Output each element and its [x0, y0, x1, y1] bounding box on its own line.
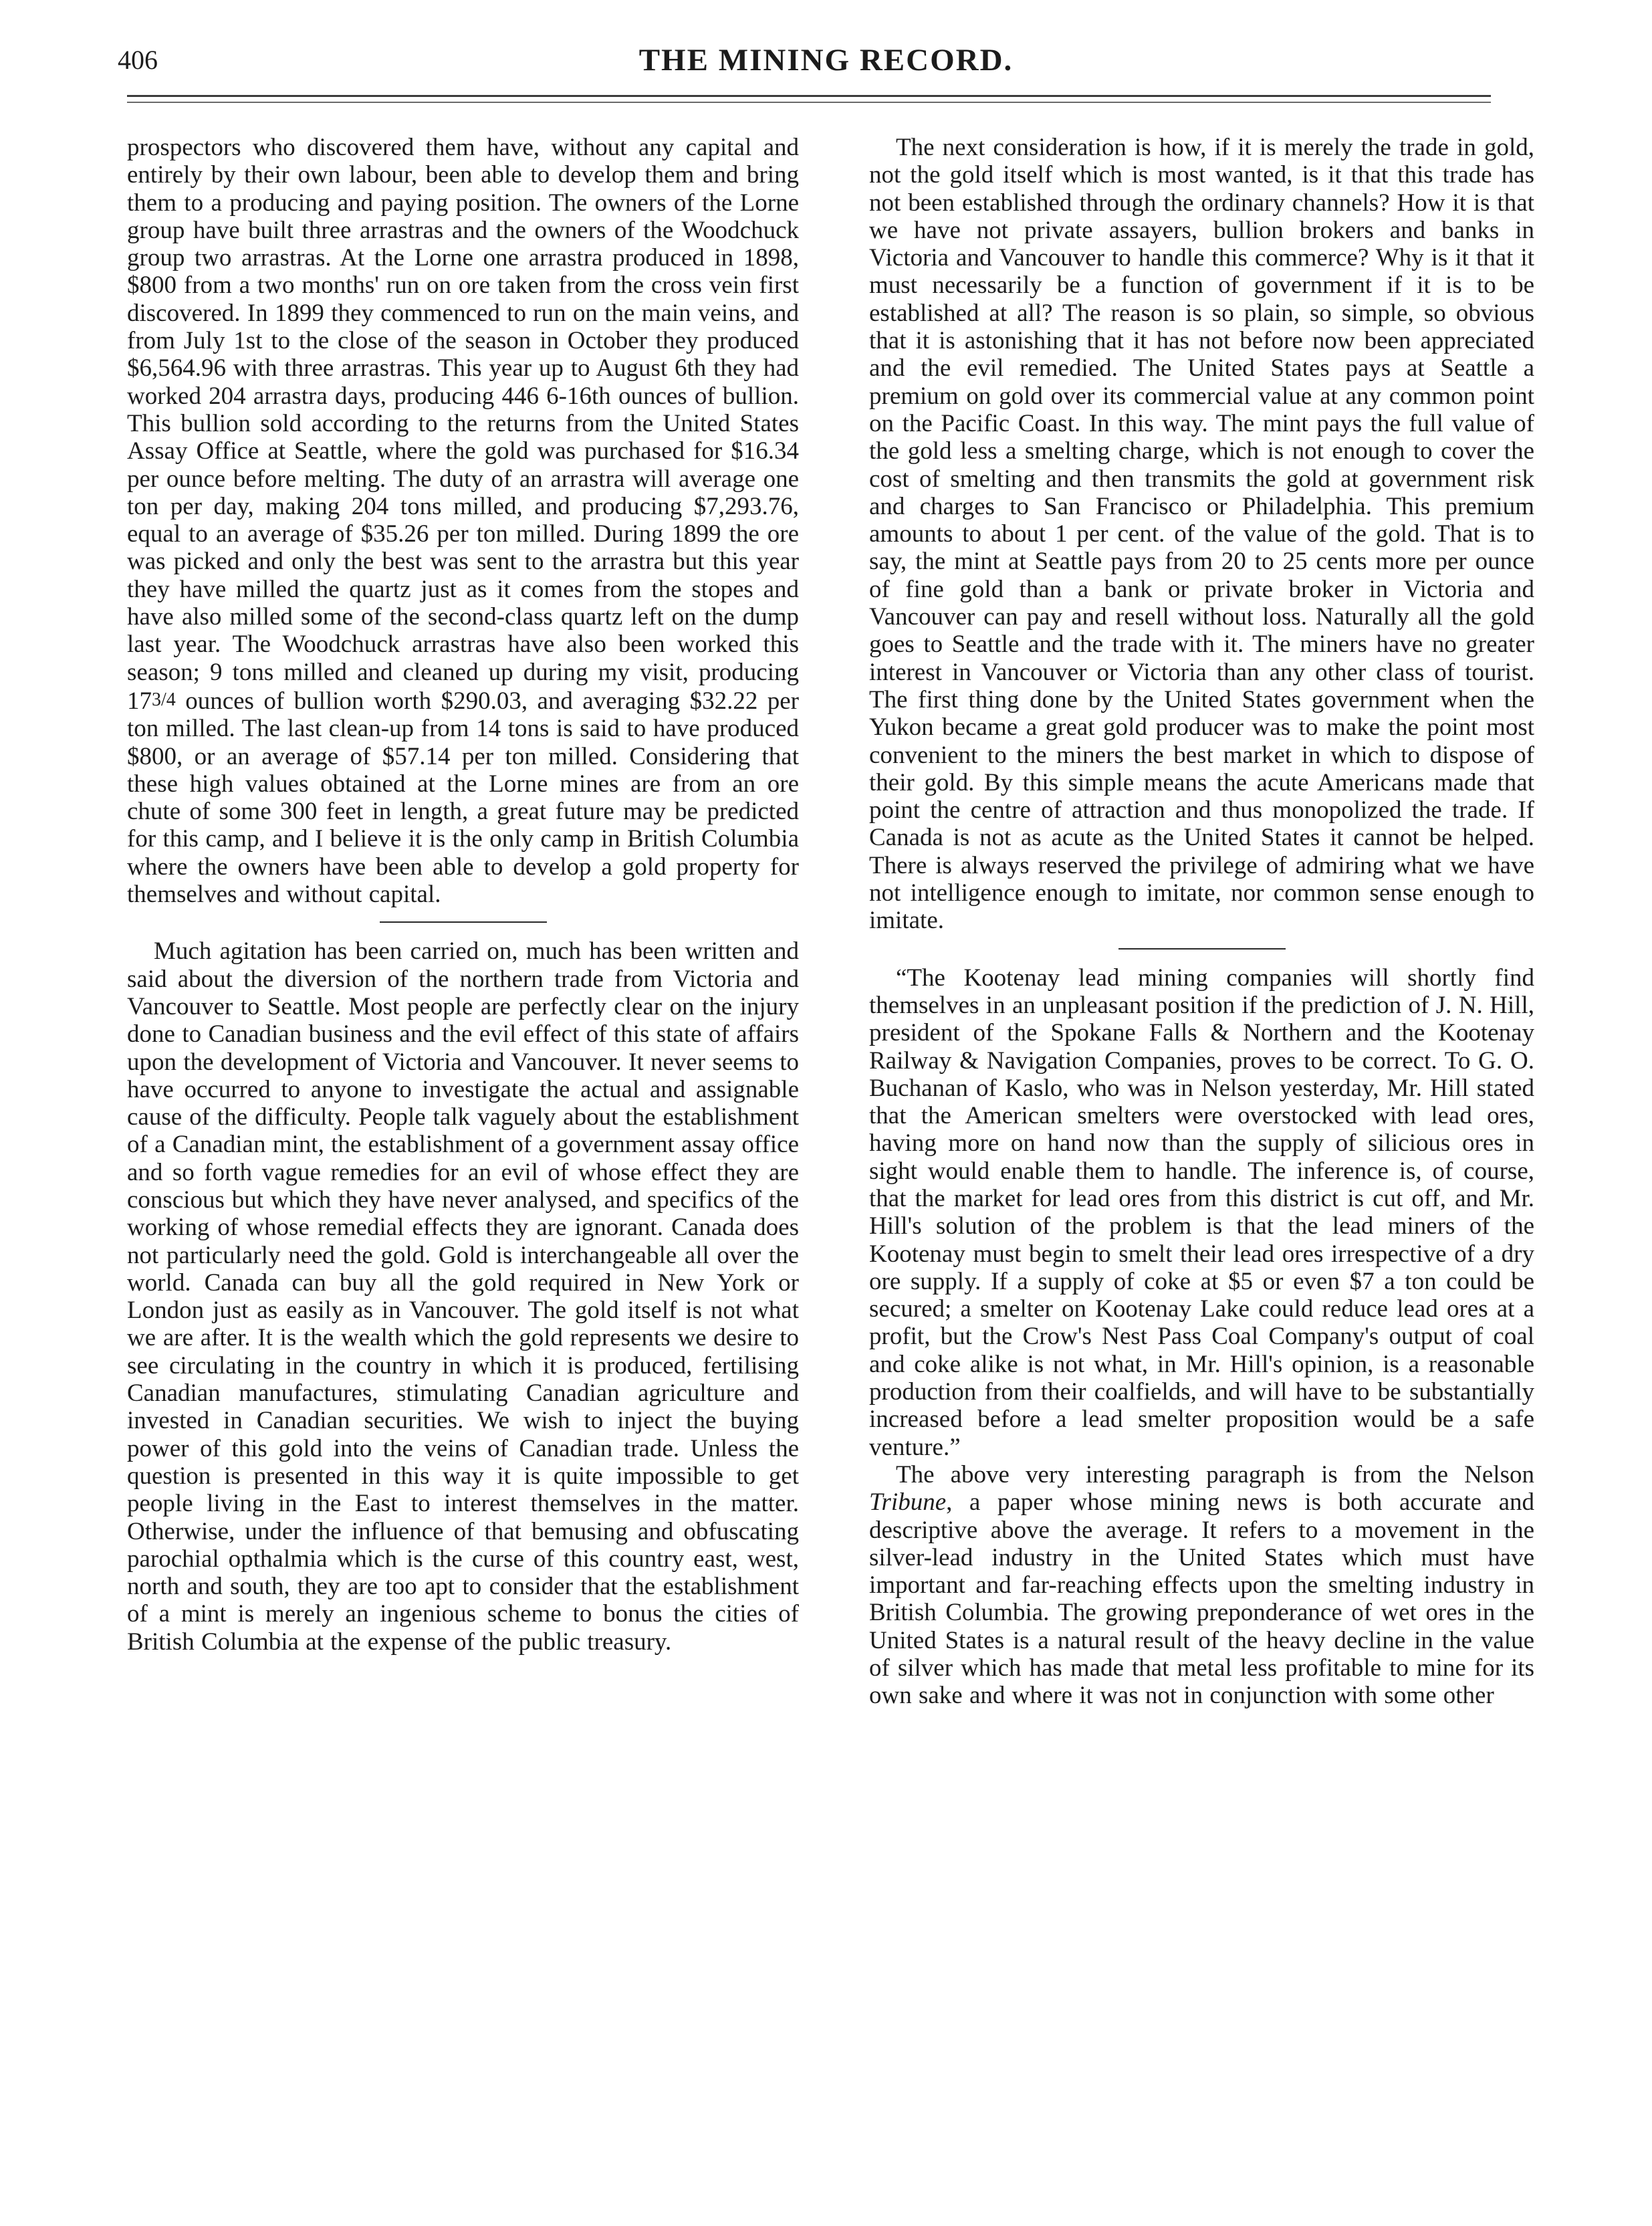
page-number: 406: [118, 45, 158, 75]
section-separator: [1118, 948, 1286, 950]
fraction-three-quarters: 3/4: [152, 689, 176, 710]
right-column: [869, 134, 1534, 2126]
right-paragraph-kootenay-quote: “The Kootenay lead mining companies will shortly find themselves in an unpleasant position if the prediction of J. N. Hill, president of the Spokane Falls & Northern and the Kootenay Railway & Navigation Companies, proves to be correct. To G. O. Buchanan of Kaslo, who was in Nelson yesterday, Mr. Hill stated that the American smelters were overstocked with lead ores, having more on hand now than the supply of silicious ores in sight would enable them to handle. The inference is, of course, that the market for lead ores from this district is cut off, and Mr. Hill's solution of the problem is that the lead miners of the Kootenay must begin to smelt their lead ores irrespective of a dry ore supply. If a supply of coke at $5 or even $7 a ton could be secured; a smelter on Kootenay Lake could reduce lead ores at a profit, but the Crow's Nest Pass Coal Company's output of coal and coke alike is not what, in Mr. Hill's opinion, is a reasonable production from their coalfields, and will have to be substantially increased before a lead smelter proposition would be a safe venture.”: [869, 964, 1534, 1461]
left-paragraph-arrastras: [127, 134, 799, 908]
nelson-tribune-text-start: The above very interesting paragraph is from the Nelson: [896, 1460, 1534, 1488]
nelson-tribune-text-rest: , a paper whose mining news is both accurate and descriptive above the average. It refers to a movement in the silver-lead industry in the United States which must have important and far-reaching effects upon the smelting industry in British Columbia. The growing preponderance of wet ores in the United States is a natural result of the heavy decline in the value of silver which has made that metal less profitable to mine for its own sake and where it was not in conjunction with some other: [869, 1488, 1534, 1710]
newspaper-name: Tribune: [869, 1488, 947, 1517]
left-paragraph-arrastras-text: prospectors who discovered them have, without any capital and entirely by their own labour, been able to develop them and bring them to a producing and paying position. The owners of the Lorne group have built three arrastras and the owners of the Woodchuck group two arrastras. At the Lorne one arrastra produced in 1898, $800 from a two months' run on ore taken from the cross vein first discovered. In 1899 they commenced to run on the main veins, and from July 1st to the close of the season in October they produced $6,564.96 with three arrastras. This year up to August 6th they had worked 204 arrastra days, producing 446 6-16th ounces of bullion. This bullion sold according to the returns from the United States Assay Office at Seattle, where the gold was purchased for $16.34 per ounce before melting. The duty of an arrastra will average one ton per day, making 204 tons milled, and producing $7,293.76, equal to an average of $35.26 per ton milled. During 1899 the ore was picked and only the best was sent to the arrastra but this year they have milled the quartz just as it comes from the stopes and have also milled some of the second-class quartz left on the dump last year. The Woodchuck arrastras have also been worked this season; 9 tons milled and cleaned up during my visit, producing 17: [127, 134, 799, 715]
header-rule: [127, 95, 1491, 97]
page-header: [0, 0, 1652, 107]
left-column: [127, 134, 799, 2126]
right-paragraph-gold-trade: The next consideration is how, if it is merely the trade in gold, not the gold itself which is most wanted, is it that this trade has not been established through the ordinary channels? How it is that we have not private assayers, bullion brokers and banks in Victoria and Vancouver to handle this commerce? Why is it that it must necessarily be a function of government if it is to be established at all? The reason is so plain, so simple, so obvious that it is astonishing that it has not before now been appreciated and the evil remedied. The United States pays at Seattle a premium on gold over its commercial value at any common point on the Pacific Coast. In this way. The mint pays the full value of the gold less a smelting charge, which is not enough to cover the cost of smelting and then transmits the gold at government risk and charges to San Francisco or Philadelphia. This premium amounts to about 1 per cent. of the value of the gold. That is to say, the mint at Seattle pays from 20 to 25 cents more per ounce of fine gold than a bank or private broker in Victoria and Vancouver can pay and resell without loss. Naturally all the gold goes to Seattle and the trade with it. The miners have no greater interest in Vancouver or Victoria than any other class of tourist. The first thing done by the United States government when the Yukon became a great gold producer was to make the point most convenient to the miners the best market in which to dispose of their gold. By this simple means the acute Americans made that point the centre of attraction and thus monopolized the trade. If Canada is not as acute as the United States it cannot be helped. There is always reserved the privilege of admiring what we have not intelligence enough to imitate, nor common sense enough to imitate.: [869, 134, 1534, 935]
header-rule-thin: [127, 102, 1491, 103]
section-separator: [380, 921, 547, 923]
right-paragraph-nelson-tribune: [869, 1461, 1534, 1710]
left-paragraph-northern-trade: Much agitation has been carried on, much has been written and said about the diversion of the northern trade from Victoria and Vancouver to Seattle. Most people are perfectly clear on the injury done to Canadian business and the evil effect of this state of affairs upon the development of Victoria and Vancouver. It never seems to have occurred to anyone to investigate the actual and assignable cause of the difficulty. People talk vaguely about the establishment of a Canadian mint, the establishment of a government assay office and so forth vague remedies for an evil of whose effect they are conscious but which they have never analysed, and specifics of the working of whose remedial effects they are ignorant. Canada does not particularly need the gold. Gold is interchangeable all over the world. Canada can buy all the gold required in New York or London just as easily as in Vancouver. The gold itself is not what we are after. It is the wealth which the gold represents we desire to see circulating in the country in which it is produced, fertilising Canadian manufactures, stimulating Canadian agriculture and invested in Canadian securities. We wish to inject the buying power of this gold into the veins of Canadian trade. Unless the question is presented in this way it is quite impossible to get people living in the East to interest themselves in the matter. Otherwise, under the influence of that bemusing and obfuscating parochial opthalmia which is the curse of this country east, west, north and south, they are too apt to consider that the establishment of a mint is merely an ingenious scheme to bonus the cities of British Columbia at the expense of the public treasury.: [127, 937, 799, 1656]
left-paragraph-arrastras-tail: ounces of bullion worth $290.03, and averaging $32.22 per ton milled. The last clean-up from 14 tons is said to have produced $800, or an average of $57.14 per ton milled. Considering that these high values obtained at the Lorne mines are from an ore chute of some 300 feet in length, a great future may be predicted for this camp, and I believe it is the only camp in British Columbia where the owners have been able to develop a gold property for themselves and without capital.: [127, 687, 799, 909]
running-title: THE MINING RECORD.: [638, 43, 1014, 78]
